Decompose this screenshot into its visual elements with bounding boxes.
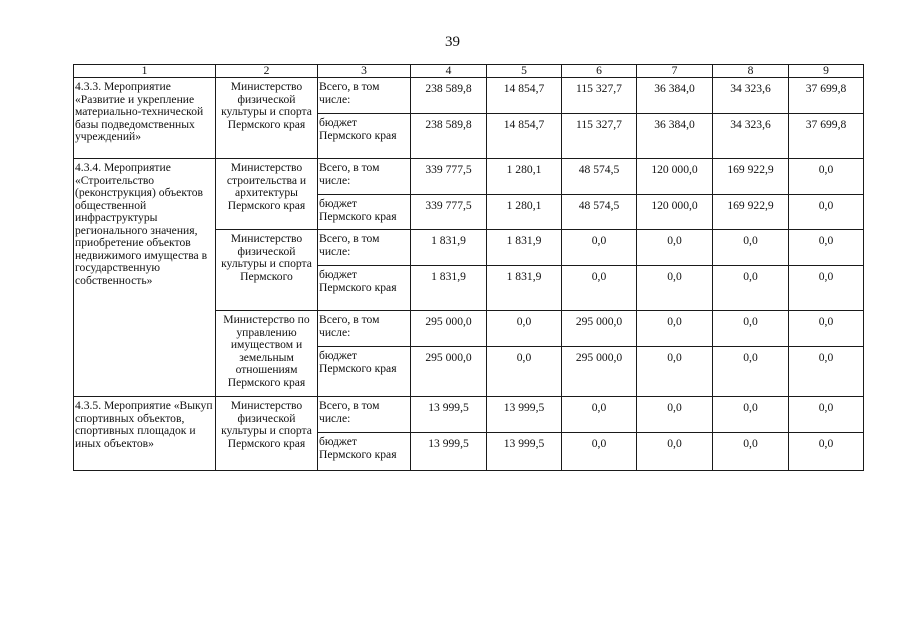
- value-cell: 0,0: [789, 230, 864, 266]
- source-cell: бюджет Пермского края: [318, 114, 411, 159]
- value-cell: 0,0: [637, 347, 713, 397]
- value-cell: 36 384,0: [637, 78, 713, 114]
- source-cell: Всего, в том числе:: [318, 230, 411, 266]
- value-cell: 0,0: [713, 230, 789, 266]
- source-cell: Всего, в том числе:: [318, 397, 411, 433]
- value-cell: 295 000,0: [411, 347, 487, 397]
- value-cell: 0,0: [789, 347, 864, 397]
- value-cell: 0,0: [487, 347, 562, 397]
- source-cell: Всего, в том числе:: [318, 311, 411, 347]
- column-number: 1: [74, 65, 216, 78]
- source-cell: бюджет Пермского края: [318, 347, 411, 397]
- event-cell: 4.3.3. Мероприятие «Развитие и укрепление материально-технической базы подведомственных учреждений»: [74, 78, 216, 159]
- value-cell: 36 384,0: [637, 114, 713, 159]
- value-cell: 14 854,7: [487, 78, 562, 114]
- value-cell: 0,0: [713, 266, 789, 311]
- executor-cell: Министерство физической культуры и спорта Пермского края: [216, 78, 318, 159]
- executor-cell: Министерство строительства и архитектуры Пермского края: [216, 159, 318, 230]
- value-cell: 0,0: [562, 433, 637, 471]
- value-cell: 1 831,9: [487, 230, 562, 266]
- value-cell: 238 589,8: [411, 78, 487, 114]
- value-cell: 169 922,9: [713, 195, 789, 230]
- value-cell: 115 327,7: [562, 78, 637, 114]
- value-cell: 0,0: [713, 397, 789, 433]
- executor-cell: Министерство по управлению имуществом и земельным отношениям Пермского края: [216, 311, 318, 397]
- value-cell: 34 323,6: [713, 114, 789, 159]
- value-cell: 0,0: [789, 195, 864, 230]
- column-number: 8: [713, 65, 789, 78]
- event-cell: 4.3.5. Мероприятие «Выкуп спортивных объектов, спортивных площадок и иных объектов»: [74, 397, 216, 471]
- column-number: 5: [487, 65, 562, 78]
- value-cell: 0,0: [637, 311, 713, 347]
- value-cell: 0,0: [562, 230, 637, 266]
- column-number: 7: [637, 65, 713, 78]
- source-cell: бюджет Пермского края: [318, 195, 411, 230]
- source-cell: бюджет Пермского края: [318, 266, 411, 311]
- value-cell: 1 831,9: [487, 266, 562, 311]
- value-cell: 14 854,7: [487, 114, 562, 159]
- value-cell: 13 999,5: [487, 397, 562, 433]
- executor-cell: Министерство физической культуры и спорта Пермского края: [216, 397, 318, 471]
- column-number: 6: [562, 65, 637, 78]
- value-cell: 13 999,5: [411, 397, 487, 433]
- value-cell: 0,0: [562, 397, 637, 433]
- value-cell: 0,0: [713, 347, 789, 397]
- value-cell: 34 323,6: [713, 78, 789, 114]
- event-cell: 4.3.4. Мероприятие «Строительство (реконструкция) объектов общественной инфраструктуры регионального значения, приобретение объектов недвижимого имущества в государственную собственность»: [74, 159, 216, 397]
- value-cell: 169 922,9: [713, 159, 789, 195]
- value-cell: 1 831,9: [411, 266, 487, 311]
- value-cell: 120 000,0: [637, 195, 713, 230]
- value-cell: 37 699,8: [789, 114, 864, 159]
- value-cell: 0,0: [789, 159, 864, 195]
- value-cell: 0,0: [637, 397, 713, 433]
- value-cell: 0,0: [789, 266, 864, 311]
- value-cell: 0,0: [487, 311, 562, 347]
- value-cell: 120 000,0: [637, 159, 713, 195]
- value-cell: 37 699,8: [789, 78, 864, 114]
- value-cell: 295 000,0: [562, 311, 637, 347]
- executor-cell: Министерство физической культуры и спорта Пермского: [216, 230, 318, 311]
- source-cell: Всего, в том числе:: [318, 78, 411, 114]
- value-cell: 48 574,5: [562, 159, 637, 195]
- column-number: 3: [318, 65, 411, 78]
- table-row: [74, 159, 864, 195]
- value-cell: 295 000,0: [562, 347, 637, 397]
- source-cell: бюджет Пермского края: [318, 433, 411, 471]
- table-row: [74, 78, 864, 114]
- value-cell: 238 589,8: [411, 114, 487, 159]
- column-number: 4: [411, 65, 487, 78]
- value-cell: 295 000,0: [411, 311, 487, 347]
- table-row: [74, 397, 864, 433]
- value-cell: 0,0: [713, 433, 789, 471]
- value-cell: 13 999,5: [487, 433, 562, 471]
- value-cell: 0,0: [637, 230, 713, 266]
- column-number: 2: [216, 65, 318, 78]
- value-cell: 0,0: [637, 433, 713, 471]
- value-cell: 115 327,7: [562, 114, 637, 159]
- page-number: 39: [445, 34, 460, 50]
- column-number-row: [74, 65, 864, 78]
- value-cell: 48 574,5: [562, 195, 637, 230]
- value-cell: 0,0: [562, 266, 637, 311]
- value-cell: 339 777,5: [411, 195, 487, 230]
- value-cell: 339 777,5: [411, 159, 487, 195]
- value-cell: 13 999,5: [411, 433, 487, 471]
- value-cell: 0,0: [637, 266, 713, 311]
- budget-table: [73, 64, 864, 471]
- source-cell: Всего, в том числе:: [318, 159, 411, 195]
- value-cell: 0,0: [789, 311, 864, 347]
- column-number: 9: [789, 65, 864, 78]
- value-cell: 1 280,1: [487, 195, 562, 230]
- value-cell: 1 831,9: [411, 230, 487, 266]
- value-cell: 1 280,1: [487, 159, 562, 195]
- value-cell: 0,0: [789, 433, 864, 471]
- value-cell: 0,0: [713, 311, 789, 347]
- value-cell: 0,0: [789, 397, 864, 433]
